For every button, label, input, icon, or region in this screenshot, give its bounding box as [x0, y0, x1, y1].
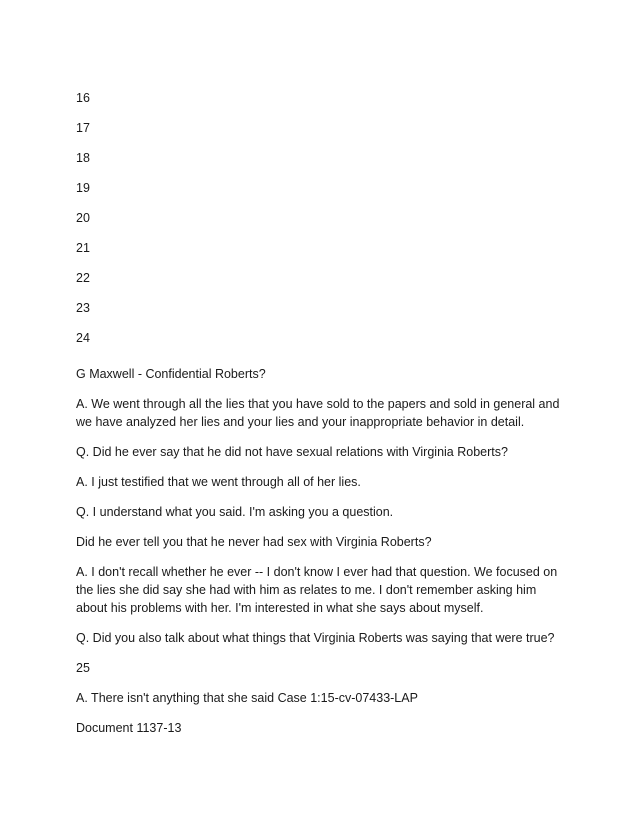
line-number: 25 [76, 661, 90, 675]
question-paragraph: Q. I understand what you said. I'm asking you a question. [76, 505, 394, 519]
question-paragraph: Q. Did you also talk about what things that Virginia Roberts was saying that were true? [76, 631, 555, 645]
answer-paragraph: A. We went through all the lies that you have sold to the papers and sold in general and we have analyzed her lies and your lies and your inappropriate behavior in detail. [76, 397, 560, 429]
line-number-list [76, 89, 90, 359]
line-number: 18 [76, 151, 90, 165]
question-paragraph: Q. Did he ever say that he did not have sexual relations with Virginia Roberts? [76, 445, 508, 459]
line-number: 16 [76, 91, 90, 105]
line-number: 20 [76, 211, 90, 225]
line-number: 17 [76, 121, 90, 135]
answer-paragraph: A. I just testified that we went through all of her lies. [76, 475, 361, 489]
document-number: Document 1137-13 [76, 721, 182, 735]
answer-paragraph: A. There isn't anything that she said Case 1:15-cv-07433-LAP [76, 691, 418, 705]
line-number: 21 [76, 241, 90, 255]
answer-paragraph: A. I don't recall whether he ever -- I don't know I ever had that question. We focused on the lies she did say she had with him as relates to me. I don't remember asking him about his problems with her. I'm interested in what she says about myself. [76, 565, 558, 615]
line-number: 24 [76, 331, 90, 345]
line-number: 19 [76, 181, 90, 195]
transcript-header: G Maxwell - Confidential Roberts? [76, 367, 266, 381]
line-number: 23 [76, 301, 90, 315]
line-number: 22 [76, 271, 90, 285]
transcript-body [76, 365, 566, 749]
question-paragraph: Did he ever tell you that he never had sex with Virginia Roberts? [76, 535, 432, 549]
